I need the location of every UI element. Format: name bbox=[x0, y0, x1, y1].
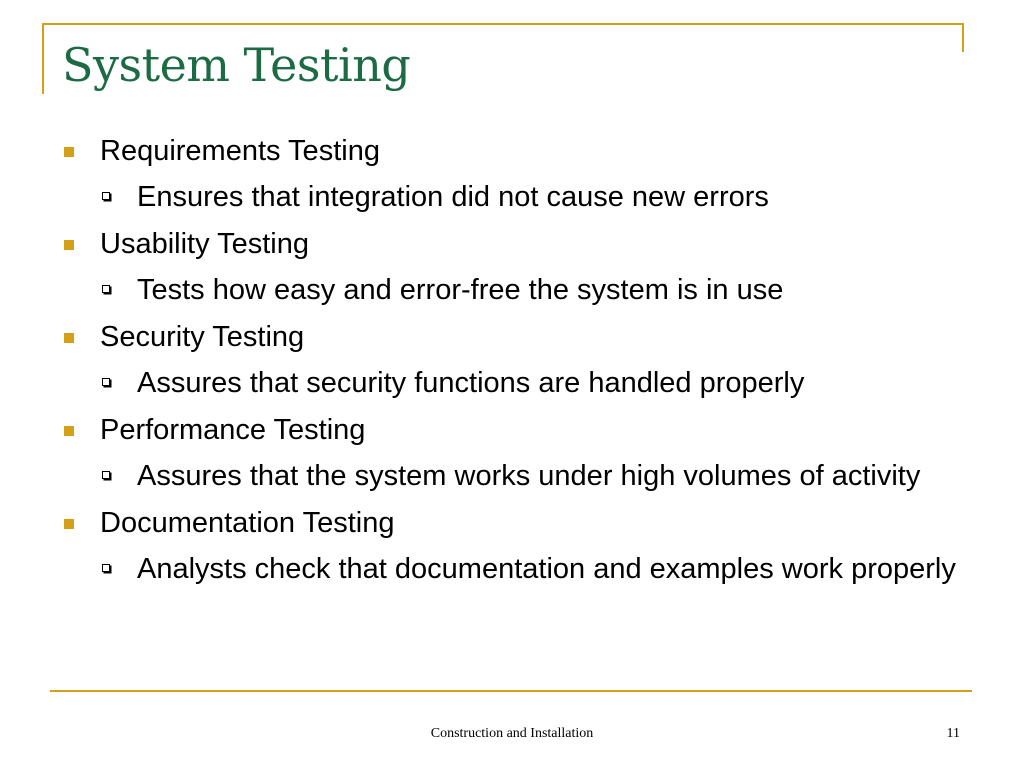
square-bullet-icon bbox=[64, 147, 74, 157]
frame-left-line bbox=[42, 23, 44, 94]
sub-bullet-label: Ensures that integration did not cause new errors bbox=[137, 181, 769, 213]
sub-bullet-label: Tests how easy and error-free the system is in use bbox=[137, 274, 784, 306]
bullet-label: Security Testing bbox=[100, 321, 305, 353]
sub-bullet-label: Analysts check that documentation and examples work properly bbox=[137, 553, 956, 585]
bullet-item bbox=[62, 411, 982, 449]
sub-bullet-label: Assures that security functions are handled properly bbox=[137, 367, 805, 399]
bullet-list bbox=[62, 132, 982, 588]
footer-divider bbox=[50, 690, 972, 692]
frame-right-line bbox=[962, 23, 964, 52]
square-bullet-icon bbox=[64, 240, 74, 250]
sub-bullet-item bbox=[62, 178, 982, 216]
bullet-item bbox=[62, 318, 982, 356]
bullet-label: Usability Testing bbox=[100, 228, 310, 260]
sub-bullet-item bbox=[62, 550, 982, 588]
hollow-square-bullet-icon bbox=[102, 471, 110, 479]
sub-bullet-label: Assures that the system works under high volumes of activity bbox=[137, 460, 921, 492]
bullet-label: Performance Testing bbox=[100, 414, 366, 446]
hollow-square-bullet-icon bbox=[102, 192, 110, 200]
square-bullet-icon bbox=[64, 426, 74, 436]
square-bullet-icon bbox=[64, 519, 74, 529]
square-bullet-icon bbox=[64, 333, 74, 343]
hollow-square-bullet-icon bbox=[102, 378, 110, 386]
bullet-item bbox=[62, 225, 982, 263]
bullet-item bbox=[62, 504, 982, 542]
sub-bullet-item bbox=[62, 271, 982, 309]
bullet-label: Requirements Testing bbox=[100, 135, 380, 167]
bullet-item bbox=[62, 132, 982, 170]
hollow-square-bullet-icon bbox=[102, 285, 110, 293]
footer-title: Construction and Installation bbox=[430, 726, 594, 741]
slide-title: System Testing bbox=[62, 38, 411, 92]
sub-bullet-item bbox=[62, 364, 982, 402]
hollow-square-bullet-icon bbox=[102, 564, 110, 572]
bullet-label: Documentation Testing bbox=[100, 507, 395, 539]
sub-bullet-item bbox=[62, 457, 982, 495]
frame-top-line bbox=[42, 23, 964, 25]
page-number: 11 bbox=[946, 726, 960, 741]
